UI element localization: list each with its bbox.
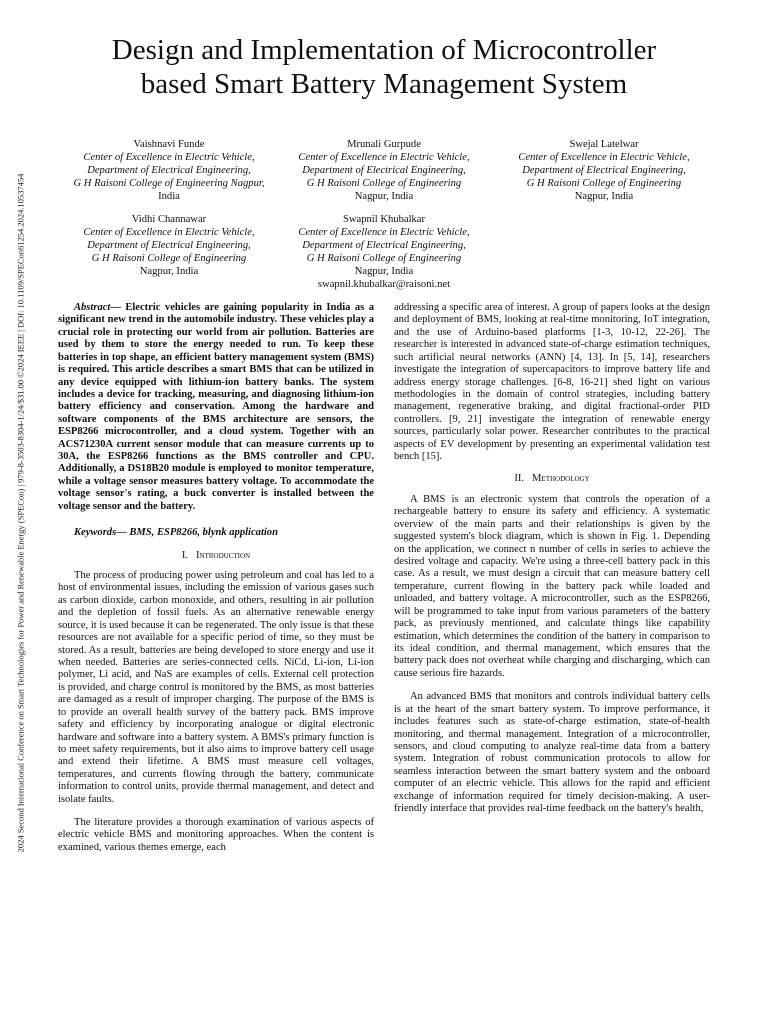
keywords-text: BMS, ESP8266, blynk application <box>126 527 278 539</box>
author-college: G H Raisoni College of Engineering <box>306 177 462 189</box>
author-affiliation: Center of Excellence in Electric Vehicle, <box>518 151 690 163</box>
title-line-2: based Smart Battery Management System <box>140 68 628 100</box>
author-location: Nagpur, India <box>354 190 414 202</box>
conference-sidebar <box>12 120 28 905</box>
author-block-1 <box>58 139 280 204</box>
author-college: G H Raisoni College of Engineering <box>526 177 682 189</box>
author-department: Department of Electrical Engineering, <box>87 164 251 176</box>
author-college: G H Raisoni College of Engineering Nagpur, <box>73 177 265 189</box>
author-name: Swejal Latelwar <box>569 139 639 150</box>
author-college: G H Raisoni College of Engineering <box>91 252 247 264</box>
abstract <box>58 302 374 513</box>
author-block-3 <box>498 139 710 204</box>
section-number: II. <box>514 473 525 485</box>
author-location: India <box>158 190 180 202</box>
title-line-1: Design and Implementation of Microcontroller <box>111 34 657 66</box>
author-department: Department of Electrical Engineering, <box>522 164 686 176</box>
author-affiliation: Center of Excellence in Electric Vehicle, <box>298 226 470 238</box>
author-block-4 <box>58 214 280 279</box>
intro-paragraph-1: The process of producing power using petroleum and coal has led to a host of environmental issues, including the emission of various gases such as carbon dioxide, carbon monoxide, and others, resulting in air pollution and the depletion of fossil fuels. As an alternative renewable energy source, it is used because it can be regenerated. The only issue is that these resources are not available for a specific period of time, so they must be stored. As a result, batteries are being developed to store energy and use it when needed. Batteries are series-connected cells. NiCd, Li-ion, Li-ion polymer, Li acid, and NaS are examples of cells. External cell protection is provided, and charge control is monitored by the BMS, as most batteries are damaged as a result of improper charging. The purpose of the BMS is to provide an overall health survey of the battery pack. BMS improve safety and efficiency by incorporating analogue or digital electronic hardware and software into a battery system. A BMS's primary function is to meet safety requirements, but it also aims to improve battery cell usage and extend their lifetime. A BMS must measure cell voltages, temperatures, and currents flowing through the battery, communicate information to control units, provide thermal management, and detect and isolate faults. <box>58 570 374 805</box>
author-block-5 <box>278 214 490 291</box>
author-block-2 <box>278 139 490 204</box>
section-heading-introduction <box>58 550 374 562</box>
methodology-paragraph-1: A BMS is an electronic system that controls the operation of a rechargeable battery to ensure its safety and efficiency. A systematic overview of the main parts and their relationships is given by the suggested system's block diagram, which is shown in Fig. 1. Depending on the application, we connect n number of cells in series to achieve the desired voltage and capacity. We're using a three-cell battery pack in this case. As a result, we must design a circuit that can measure battery cell temperature, current flowing in the battery pack while loaded and unloaded, and battery voltage. A microcontroller, such as the ESP8266, will be programmed to take input from various parameters of the battery pack, as previously mentioned, and calculate things like capability estimation, which determines the condition of the battery in comparison to its ideal condition, and thermal management, which ensures that the battery pack does not overheat while charging and discharging, which can cause serious fire hazards. <box>394 493 710 679</box>
author-affiliation: Center of Excellence in Electric Vehicle, <box>83 226 255 238</box>
section-heading-methodology <box>394 473 710 485</box>
author-department: Department of Electrical Engineering, <box>302 164 466 176</box>
author-affiliation: Center of Excellence in Electric Vehicle, <box>298 151 470 163</box>
literature-paragraph: addressing a specific area of interest. A group of papers looks at the design and deployment of BMS, looking at real-time monitoring, IoT integration, and the use of Arduino-based platforms [1-3, 10-12, 22-26]. The researcher is interested in advanced state-of-charge estimation techniques, such artificial neural networks (ANN) [4, 13]. In [5, 14], researchers investigate the integration of supercapacitors to improve battery life and address energy storage challenges. [6-8, 16-21] shed light on various methodologies in the domain of control strategies, including battery management, regenerative braking, and digital fractional-order PID controllers. [9, 21] investigate the integration of renewable energy sources, particularly solar power. Researcher contributes to the practical aspects of EV development by presenting an experimental validation test bench [15]. <box>394 302 710 463</box>
abstract-label: Abstract— <box>74 302 121 313</box>
conference-citation: 2024 Second International Conference on Smart Technologies for Power and Renewable Energy (SPECon) | 979-8-3503-8304-1/24/$31.00 ©2024 IEEE | DOI: 10.1109/SPECon61254.2024.10537454 <box>15 173 25 852</box>
author-name: Mrunali Gurpude <box>347 139 421 150</box>
author-email: swapnil.khubalkar@raisoni.net <box>317 278 451 290</box>
author-affiliation: Center of Excellence in Electric Vehicle, <box>83 151 255 163</box>
author-department: Department of Electrical Engineering, <box>302 239 466 251</box>
author-location: Nagpur, India <box>574 190 634 202</box>
keywords-label: Keywords— <box>74 527 127 539</box>
section-number: I. <box>181 549 189 561</box>
methodology-paragraph-2: An advanced BMS that monitors and controls individual battery cells is at the heart of the smart battery system. To improve performance, it includes features such as state-of-charge estimation, state-of-health monitoring, and thermal management. Integration of a microcontroller, sensors, and cloud computing to analyze real-time data from a battery system. Integration of robust communication protocols to allow for seamless interaction between the smart battery system and the onboard computer of an electric vehicle. This allows for the rapid and efficient exchange of information required for timely decision-making. A user-friendly interface that provides real-time feedback on the battery's health, <box>394 691 710 815</box>
section-title: Introduction <box>196 549 251 561</box>
author-department: Department of Electrical Engineering, <box>87 239 251 251</box>
author-location: Nagpur, India <box>354 265 414 277</box>
abstract-text: Electric vehicles are gaining popularity in India as a significant new trend in the automobile industry. These vehicles play a crucial role in protecting our world from air pollution. Batteries are used by them to store the energy needed to run. To keep these batteries in top shape, an efficient battery management system (BMS) is required. This article describes a smart BMS that can be utilized in any device equipped with lithium-ion battery banks. The system includes a device for tracking, measuring, and diagnosing lithium-ion battery efficiency and conservation. Among the hardware and software components of the BMS architecture are sensors, the ESP8266 microcontroller, and a cloud system. Together with an ACS71230A current sensor module that can measure currents up to 30A, the ESP8266 functions as the BMS controller and CPU. Additionally, a DS18B20 module is employed to monitor temperature, while a voltage sensor measures battery voltage. To accommodate the voltage sensor's rating, a buck converter is installed between the voltage sensor and the battery. <box>58 302 374 512</box>
author-name: Swapnil Khubalkar <box>342 214 426 225</box>
right-column <box>394 302 710 815</box>
left-column <box>58 302 374 854</box>
keywords <box>58 527 374 539</box>
section-title: Methodology <box>532 473 590 485</box>
author-college: G H Raisoni College of Engineering <box>306 252 462 264</box>
author-name: Vidhi Channawar <box>131 214 207 225</box>
author-name: Vaishnavi Funde <box>133 139 205 150</box>
author-location: Nagpur, India <box>139 265 199 277</box>
paper-title <box>60 33 708 101</box>
intro-paragraph-2: The literature provides a thorough examination of various aspects of electric vehicle BMS and monitoring approaches. When the content is examined, various themes emerge, each <box>58 817 374 853</box>
